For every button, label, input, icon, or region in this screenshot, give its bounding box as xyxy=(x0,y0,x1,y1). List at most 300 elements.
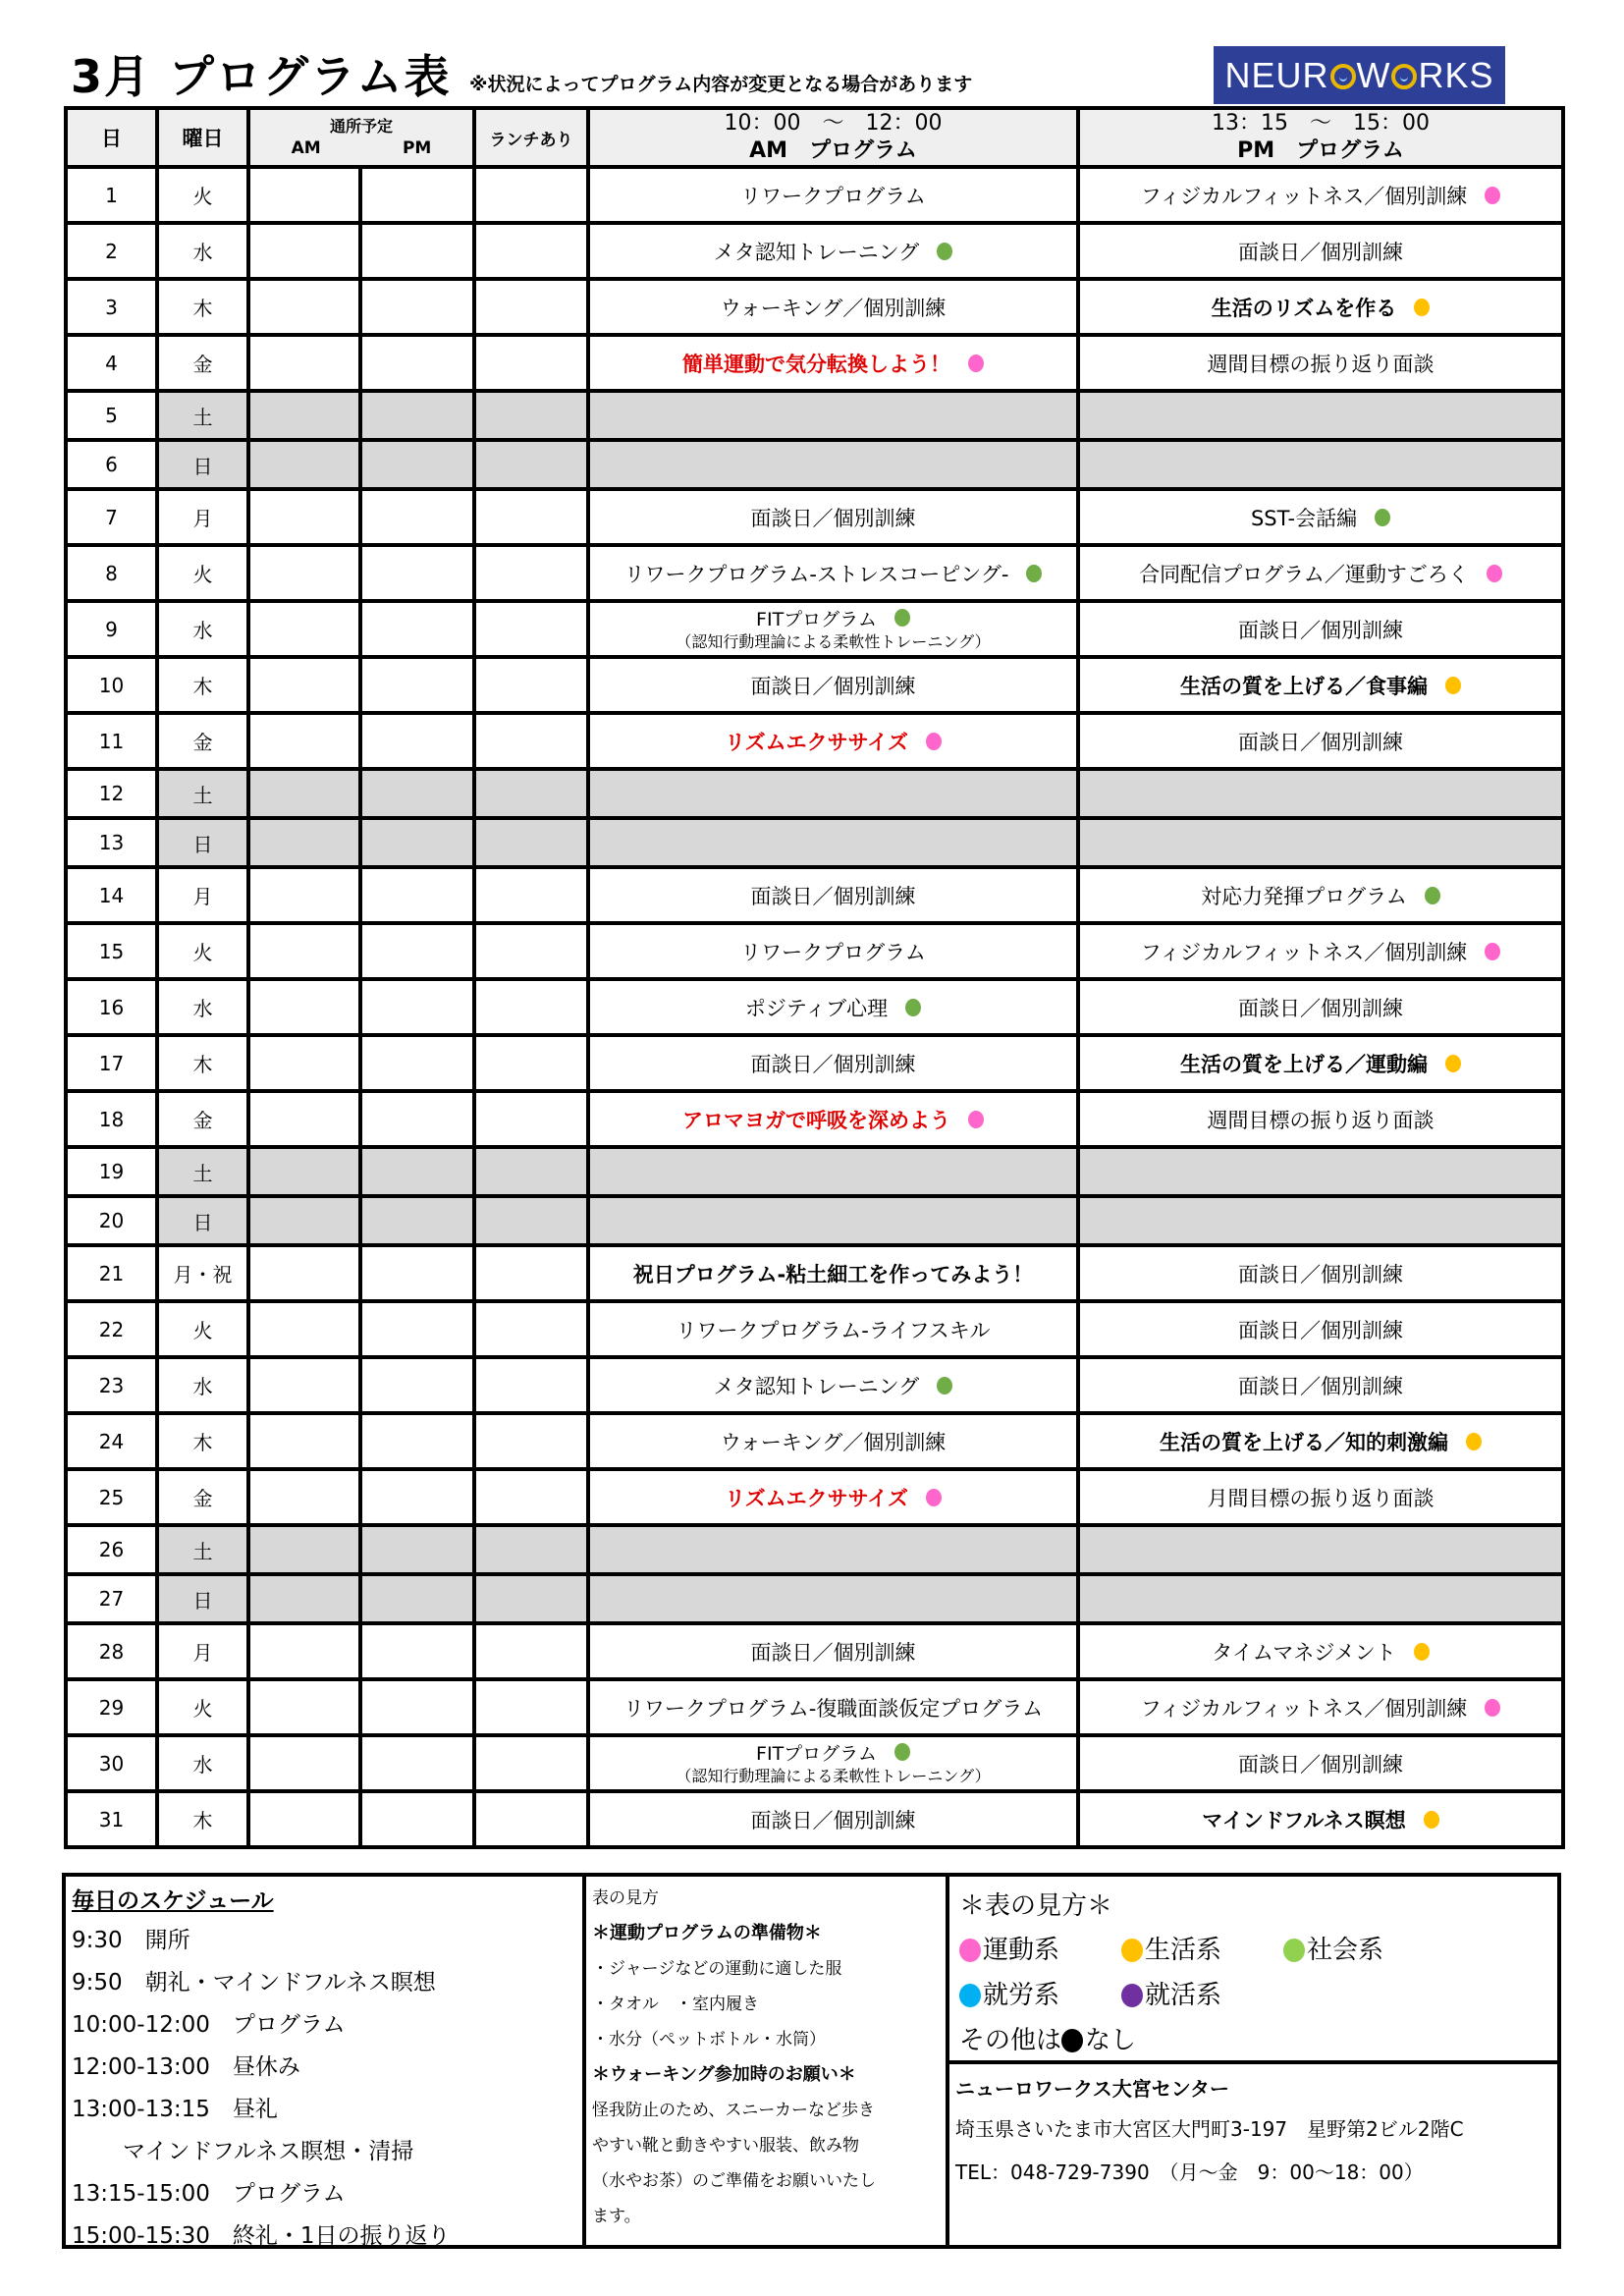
visit-pm-cell[interactable] xyxy=(360,1091,474,1147)
legend-item-jobhunt: 就活系 xyxy=(1121,1973,1283,2018)
green-dot-icon xyxy=(1026,565,1042,582)
pink-dot-icon xyxy=(926,733,942,750)
am-program-cell: 面談日／個別訓練 xyxy=(588,867,1078,923)
pm-program-cell: 面談日／個別訓練 xyxy=(1078,601,1563,657)
orange-dot-icon xyxy=(1424,1811,1439,1829)
lunch-cell[interactable] xyxy=(474,1357,588,1413)
visit-pm-cell[interactable] xyxy=(360,1791,474,1847)
lunch-cell[interactable] xyxy=(474,1735,588,1791)
lunch-cell[interactable] xyxy=(474,923,588,979)
table-row xyxy=(66,713,1563,769)
day-number: 30 xyxy=(66,1735,157,1791)
lunch-cell[interactable] xyxy=(474,1301,588,1357)
pm-program-label: PM プログラム xyxy=(1237,138,1404,163)
pm-program-cell: 面談日／個別訓練 xyxy=(1078,223,1563,279)
am-program-cell: アロマヨガで呼吸を深めよう xyxy=(588,1091,1078,1147)
visit-pm-cell[interactable] xyxy=(360,1147,474,1196)
legend-item-life: 生活系 xyxy=(1121,1928,1283,1973)
day-number: 2 xyxy=(66,223,157,279)
am-program-cell: リワークプログラム-ストレスコーピング- xyxy=(588,545,1078,601)
am-program-cell xyxy=(588,440,1078,489)
pm-program-cell: 月間目標の振り返り面談 xyxy=(1078,1469,1563,1525)
how-to-title: 表の見方 xyxy=(592,1888,659,1908)
visit-am-cell[interactable] xyxy=(248,601,360,657)
schedule-line xyxy=(72,2131,576,2173)
visit-am-cell[interactable] xyxy=(248,923,360,979)
am-program-cell xyxy=(588,769,1078,818)
visit-pm-cell[interactable] xyxy=(360,1357,474,1413)
purple-dot-icon xyxy=(1121,1984,1143,2007)
am-program-cell xyxy=(588,1525,1078,1574)
lunch-cell[interactable] xyxy=(474,601,588,657)
lunch-cell[interactable] xyxy=(474,979,588,1035)
lunch-cell[interactable] xyxy=(474,1196,588,1245)
visit-am-cell[interactable] xyxy=(248,1735,360,1791)
lunch-cell[interactable] xyxy=(474,1469,588,1525)
weekday-cell: 日 xyxy=(157,1196,248,1245)
visit-am-cell[interactable] xyxy=(248,223,360,279)
lunch-cell[interactable] xyxy=(474,279,588,335)
lunch-cell[interactable] xyxy=(474,1413,588,1469)
pm-program-cell: 面談日／個別訓練 xyxy=(1078,1301,1563,1357)
pm-program-cell: 生活の質を上げる／運動編 xyxy=(1078,1035,1563,1091)
schedule-line xyxy=(72,2047,576,2089)
weekday-cell: 水 xyxy=(157,1735,248,1791)
lunch-cell[interactable] xyxy=(474,489,588,545)
visit-am-cell[interactable] xyxy=(248,818,360,867)
green-dot-icon xyxy=(937,1377,952,1394)
header-lunch: ランチあり xyxy=(474,108,588,167)
lunch-cell[interactable] xyxy=(474,657,588,713)
table-row xyxy=(66,818,1563,867)
visit-am-cell[interactable] xyxy=(248,1245,360,1301)
am-program-cell xyxy=(588,818,1078,867)
lunch-cell[interactable] xyxy=(474,1623,588,1679)
logo-text-part: RKS xyxy=(1418,54,1494,95)
how-to-read-box xyxy=(582,1873,949,2249)
pm-program-cell: 生活のリズムを作る xyxy=(1078,279,1563,335)
day-number: 1 xyxy=(66,167,157,223)
orange-dot-icon xyxy=(1466,1433,1482,1450)
visit-am-cell[interactable] xyxy=(248,1091,360,1147)
pm-program-cell: 面談日／個別訓練 xyxy=(1078,713,1563,769)
day-number: 17 xyxy=(66,1035,157,1091)
visit-pm-cell[interactable] xyxy=(360,279,474,335)
visit-am-cell[interactable] xyxy=(248,867,360,923)
visit-am-cell[interactable] xyxy=(248,1357,360,1413)
lunch-cell[interactable] xyxy=(474,1679,588,1735)
lunch-cell[interactable] xyxy=(474,223,588,279)
am-program-cell: 面談日／個別訓練 xyxy=(588,1791,1078,1847)
green-dot-icon xyxy=(905,999,921,1016)
visit-am-cell[interactable] xyxy=(248,440,360,489)
lunch-cell[interactable] xyxy=(474,867,588,923)
table-row xyxy=(66,440,1563,489)
lunch-cell[interactable] xyxy=(474,1525,588,1574)
day-number: 8 xyxy=(66,545,157,601)
weekday-cell: 火 xyxy=(157,923,248,979)
visit-pm-cell[interactable] xyxy=(360,489,474,545)
visit-pm-cell[interactable] xyxy=(360,1469,474,1525)
exercise-item: ・水分（ペットボトル・水筒） xyxy=(592,2030,826,2050)
day-number: 4 xyxy=(66,335,157,391)
weekday-cell: 金 xyxy=(157,1469,248,1525)
visit-am-cell[interactable] xyxy=(248,1623,360,1679)
schedule-time: 12:00-13:00 xyxy=(72,2054,210,2080)
am-program-cell: 祝日プログラム-粘土細工を作ってみよう！ xyxy=(588,1245,1078,1301)
schedule-time: 9:50 xyxy=(72,1970,123,1995)
visit-am-cell[interactable] xyxy=(248,335,360,391)
visit-pm-cell[interactable] xyxy=(360,979,474,1035)
day-number: 29 xyxy=(66,1679,157,1735)
logo-text-part: W xyxy=(1356,54,1391,95)
day-number: 6 xyxy=(66,440,157,489)
lunch-cell[interactable] xyxy=(474,769,588,818)
table-row xyxy=(66,489,1563,545)
pm-program-cell xyxy=(1078,818,1563,867)
walking-request-heading: ＊ウォーキング参加時のお願い＊ xyxy=(592,2064,856,2085)
legend-item-exercise: 運動系 xyxy=(959,1928,1121,1973)
am-program-subtitle: （認知行動理論による柔軟性トレーニング） xyxy=(676,631,991,651)
pm-program-cell xyxy=(1078,1196,1563,1245)
neuroworks-logo xyxy=(1214,46,1505,104)
am-program-cell xyxy=(588,1574,1078,1623)
day-number: 7 xyxy=(66,489,157,545)
pm-program-cell: 週間目標の振り返り面談 xyxy=(1078,1091,1563,1147)
weekday-cell: 土 xyxy=(157,1525,248,1574)
visit-am-cell[interactable] xyxy=(248,1413,360,1469)
am-program-label: AM プログラム xyxy=(749,138,917,163)
visit-am-cell[interactable] xyxy=(248,489,360,545)
schedule-text: 開所 xyxy=(144,1928,190,1953)
orange-dot-icon xyxy=(1414,299,1430,316)
pm-program-cell xyxy=(1078,391,1563,440)
schedule-line xyxy=(72,1962,576,2004)
exercise-prep-heading: ＊運動プログラムの準備物＊ xyxy=(592,1923,822,1943)
visit-pm-cell[interactable] xyxy=(360,1245,474,1301)
pink-dot-icon xyxy=(1487,565,1502,582)
center-info-box xyxy=(946,2060,1561,2249)
visit-pm-cell[interactable] xyxy=(360,545,474,601)
schedule-time: 15:00-15:30 xyxy=(72,2223,210,2249)
lunch-cell[interactable] xyxy=(474,1574,588,1623)
pm-program-cell: SST-会話編 xyxy=(1078,489,1563,545)
schedule-text: 終礼・1日の振り返り xyxy=(232,2223,451,2249)
am-program-cell: リズムエクササイズ xyxy=(588,1469,1078,1525)
day-number: 3 xyxy=(66,279,157,335)
visit-am-cell[interactable] xyxy=(248,713,360,769)
visit-pm-cell[interactable] xyxy=(360,1623,474,1679)
weekday-cell: 木 xyxy=(157,657,248,713)
pm-program-cell xyxy=(1078,769,1563,818)
visit-pm-cell[interactable] xyxy=(360,601,474,657)
color-legend-box xyxy=(946,1873,1561,2064)
visit-am-cell[interactable] xyxy=(248,545,360,601)
am-program-cell xyxy=(588,391,1078,440)
legend-title: ＊表の見方＊ xyxy=(959,1891,1113,1921)
pm-program-cell: 面談日／個別訓練 xyxy=(1078,979,1563,1035)
table-row xyxy=(66,923,1563,979)
day-number: 24 xyxy=(66,1413,157,1469)
visit-pm-cell[interactable] xyxy=(360,335,474,391)
weekday-cell: 水 xyxy=(157,979,248,1035)
legend-other: その他は なし xyxy=(959,2026,1137,2055)
green-dot-icon xyxy=(1425,887,1440,904)
day-number: 21 xyxy=(66,1245,157,1301)
lunch-cell[interactable] xyxy=(474,440,588,489)
visit-pm-cell[interactable] xyxy=(360,657,474,713)
schedule-time: 13:00-13:15 xyxy=(72,2097,210,2122)
table-row xyxy=(66,1791,1563,1847)
table-row xyxy=(66,1525,1563,1574)
lunch-cell[interactable] xyxy=(474,335,588,391)
weekday-cell: 金 xyxy=(157,713,248,769)
walking-text-line: （水やお茶）のご準備をお願いいたし xyxy=(592,2171,876,2191)
pm-program-cell xyxy=(1078,440,1563,489)
am-program-cell: 面談日／個別訓練 xyxy=(588,1623,1078,1679)
day-number: 20 xyxy=(66,1196,157,1245)
blue-dot-icon xyxy=(959,1984,981,2007)
weekday-cell: 木 xyxy=(157,1035,248,1091)
header-pm-program xyxy=(1078,108,1563,167)
lunch-cell[interactable] xyxy=(474,1147,588,1196)
schedule-line xyxy=(72,2173,576,2215)
visit-am-cell[interactable] xyxy=(248,1147,360,1196)
visit-am-cell[interactable] xyxy=(248,657,360,713)
visit-pm-cell[interactable] xyxy=(360,1035,474,1091)
lunch-cell[interactable] xyxy=(474,167,588,223)
weekday-cell: 火 xyxy=(157,1301,248,1357)
table-row xyxy=(66,1413,1563,1469)
am-program-cell: ポジティブ心理 xyxy=(588,979,1078,1035)
visit-pm-cell[interactable] xyxy=(360,1735,474,1791)
visit-am-cell[interactable] xyxy=(248,1301,360,1357)
visit-pm-cell[interactable] xyxy=(360,1301,474,1357)
day-number: 11 xyxy=(66,713,157,769)
table-row xyxy=(66,1301,1563,1357)
weekday-cell: 水 xyxy=(157,223,248,279)
am-program-cell: リワークプログラム xyxy=(588,923,1078,979)
black-dot-icon xyxy=(1061,2029,1083,2052)
am-program-cell: 面談日／個別訓練 xyxy=(588,657,1078,713)
pm-program-cell: マインドフルネス瞑想 xyxy=(1078,1791,1563,1847)
day-number: 15 xyxy=(66,923,157,979)
lunch-cell[interactable] xyxy=(474,545,588,601)
visit-am-cell[interactable] xyxy=(248,1035,360,1091)
green-dot-icon xyxy=(894,609,910,627)
table-row xyxy=(66,1196,1563,1245)
pink-dot-icon xyxy=(1485,187,1500,204)
day-number: 26 xyxy=(66,1525,157,1574)
visit-pm-cell[interactable] xyxy=(360,440,474,489)
visit-pm-cell[interactable] xyxy=(360,1413,474,1469)
daily-schedule-box xyxy=(62,1873,586,2249)
day-number: 18 xyxy=(66,1091,157,1147)
daily-schedule-title: 毎日のスケジュール xyxy=(72,1888,274,1914)
weekday-cell: 木 xyxy=(157,1413,248,1469)
visit-am-cell[interactable] xyxy=(248,167,360,223)
schedule-text: プログラム xyxy=(232,2181,346,2207)
pm-program-cell: 合同配信プログラム／運動すごろく xyxy=(1078,545,1563,601)
schedule-text: 昼礼 xyxy=(232,2097,278,2122)
table-row xyxy=(66,545,1563,601)
am-program-cell: リワークプログラム-復職面談仮定プログラム xyxy=(588,1679,1078,1735)
table-row xyxy=(66,1147,1563,1196)
visit-am-cell[interactable] xyxy=(248,279,360,335)
visit-am-cell[interactable] xyxy=(248,769,360,818)
visit-pm-cell[interactable] xyxy=(360,867,474,923)
am-program-cell xyxy=(588,1196,1078,1245)
weekday-cell: 月 xyxy=(157,489,248,545)
am-program-cell: メタ認知トレーニング xyxy=(588,223,1078,279)
exercise-item: ・ジャージなどの運動に適した服 xyxy=(592,1959,842,1979)
weekday-cell: 土 xyxy=(157,391,248,440)
am-time-range: 10：00 ～ 12：00 xyxy=(724,111,943,136)
green-dot-icon xyxy=(937,243,952,260)
table-row xyxy=(66,279,1563,335)
table-row xyxy=(66,769,1563,818)
header-weekday: 曜日 xyxy=(157,108,248,167)
schedule-time: 13:15-15:00 xyxy=(72,2181,210,2207)
day-number: 28 xyxy=(66,1623,157,1679)
pm-program-cell xyxy=(1078,1574,1563,1623)
pm-program-cell: フィジカルフィットネス／個別訓練 xyxy=(1078,1679,1563,1735)
lunch-cell[interactable] xyxy=(474,391,588,440)
pm-program-cell: フィジカルフィットネス／個別訓練 xyxy=(1078,167,1563,223)
visit-am-cell[interactable] xyxy=(248,1791,360,1847)
schedule-line xyxy=(72,2215,576,2258)
visit-pm-cell[interactable] xyxy=(360,818,474,867)
change-notice: ※状況によってプログラム内容が変更となる場合があります xyxy=(469,74,973,95)
day-number: 19 xyxy=(66,1147,157,1196)
visit-am-cell[interactable] xyxy=(248,1574,360,1623)
table-row xyxy=(66,1574,1563,1623)
visit-am-cell[interactable] xyxy=(248,1525,360,1574)
pink-dot-icon xyxy=(926,1489,942,1506)
weekday-cell: 水 xyxy=(157,1357,248,1413)
pm-program-cell: 週間目標の振り返り面談 xyxy=(1078,335,1563,391)
visit-pm-cell[interactable] xyxy=(360,923,474,979)
visit-pm-cell[interactable] xyxy=(360,167,474,223)
day-number: 9 xyxy=(66,601,157,657)
green-dot-icon xyxy=(1283,1939,1305,1962)
center-tel: TEL：048-729-7390 （月～金 9：00～18：00） xyxy=(955,2160,1424,2184)
schedule-text: プログラム xyxy=(232,2012,346,2038)
visit-am-cell[interactable] xyxy=(248,1469,360,1525)
pink-dot-icon xyxy=(1485,1699,1500,1717)
visit-pm-cell[interactable] xyxy=(360,1196,474,1245)
am-program-cell: 簡単運動で気分転換しよう！ xyxy=(588,335,1078,391)
weekday-cell: 木 xyxy=(157,279,248,335)
lunch-cell[interactable] xyxy=(474,1245,588,1301)
pm-program-cell: 対応力発揮プログラム xyxy=(1078,867,1563,923)
center-address: 埼玉県さいたま市大宮区大門町3-197 星野第2ビル2階C xyxy=(955,2117,1464,2141)
schedule-time: 9:30 xyxy=(72,1928,123,1953)
visit-am-cell[interactable] xyxy=(248,1196,360,1245)
visit-am-label: AM xyxy=(291,138,321,158)
table-row xyxy=(66,1091,1563,1147)
day-number: 22 xyxy=(66,1301,157,1357)
lunch-cell[interactable] xyxy=(474,1091,588,1147)
day-number: 12 xyxy=(66,769,157,818)
am-program-cell: リワークプログラム xyxy=(588,167,1078,223)
header-day: 日 xyxy=(66,108,157,167)
lunch-cell[interactable] xyxy=(474,1791,588,1847)
schedule-line xyxy=(72,2004,576,2047)
orange-dot-icon xyxy=(1445,677,1461,694)
weekday-cell: 日 xyxy=(157,440,248,489)
schedule-time: 10:00-12:00 xyxy=(72,2012,210,2038)
page-title: 3月 プログラム表 xyxy=(71,50,452,103)
table-row xyxy=(66,867,1563,923)
visit-am-cell[interactable] xyxy=(248,979,360,1035)
visit-pm-cell[interactable] xyxy=(360,713,474,769)
visit-pm-cell[interactable] xyxy=(360,1679,474,1735)
orange-dot-icon xyxy=(1445,1055,1461,1072)
lunch-cell[interactable] xyxy=(474,713,588,769)
pm-program-cell: 面談日／個別訓練 xyxy=(1078,1245,1563,1301)
table-header-row xyxy=(66,108,1563,167)
pm-time-range: 13：15 ～ 15：00 xyxy=(1212,111,1430,136)
weekday-cell: 土 xyxy=(157,769,248,818)
am-program-cell: リワークプログラム-ライフスキル xyxy=(588,1301,1078,1357)
weekday-cell: 月・祝 xyxy=(157,1245,248,1301)
weekday-cell: 日 xyxy=(157,818,248,867)
smile-o-icon xyxy=(1330,64,1356,89)
table-row xyxy=(66,657,1563,713)
visit-am-cell[interactable] xyxy=(248,391,360,440)
program-table xyxy=(64,106,1565,1849)
am-program-cell: ウォーキング／個別訓練 xyxy=(588,279,1078,335)
schedule-text: 昼休み xyxy=(232,2054,300,2080)
visit-pm-cell[interactable] xyxy=(360,769,474,818)
lunch-cell[interactable] xyxy=(474,1035,588,1091)
lunch-cell[interactable] xyxy=(474,818,588,867)
header-visit-plan xyxy=(248,108,474,167)
visit-am-cell[interactable] xyxy=(248,1679,360,1735)
visit-pm-cell[interactable] xyxy=(360,223,474,279)
schedule-line xyxy=(72,2089,576,2131)
weekday-cell: 木 xyxy=(157,1791,248,1847)
am-program-cell xyxy=(588,1147,1078,1196)
schedule-line xyxy=(72,1920,576,1962)
table-row xyxy=(66,601,1563,657)
header-am-program xyxy=(588,108,1078,167)
day-number: 14 xyxy=(66,867,157,923)
table-row xyxy=(66,223,1563,279)
day-number: 23 xyxy=(66,1357,157,1413)
visit-pm-cell[interactable] xyxy=(360,391,474,440)
visit-pm-cell[interactable] xyxy=(360,1525,474,1574)
walking-text-line: ます。 xyxy=(592,2207,641,2226)
am-program-cell: メタ認知トレーニング xyxy=(588,1357,1078,1413)
table-row xyxy=(66,1623,1563,1679)
legend-item-social: 社会系 xyxy=(1283,1928,1445,1973)
am-program-cell: 面談日／個別訓練 xyxy=(588,1035,1078,1091)
smile-o-icon xyxy=(1391,64,1417,89)
weekday-cell: 月 xyxy=(157,867,248,923)
visit-pm-cell[interactable] xyxy=(360,1574,474,1623)
weekday-cell: 火 xyxy=(157,545,248,601)
day-number: 13 xyxy=(66,818,157,867)
visit-plan-label: 通所予定 xyxy=(330,117,394,136)
schedule-text: マインドフルネス瞑想・清掃 xyxy=(123,2139,414,2164)
am-program-cell: FITプログラム （認知行動理論による柔軟性トレーニング） xyxy=(588,601,1078,657)
green-dot-icon xyxy=(1375,509,1390,526)
am-program-subtitle: （認知行動理論による柔軟性トレーニング） xyxy=(676,1766,991,1785)
logo-text-part: NEUR xyxy=(1224,54,1329,95)
weekday-cell: 金 xyxy=(157,1091,248,1147)
